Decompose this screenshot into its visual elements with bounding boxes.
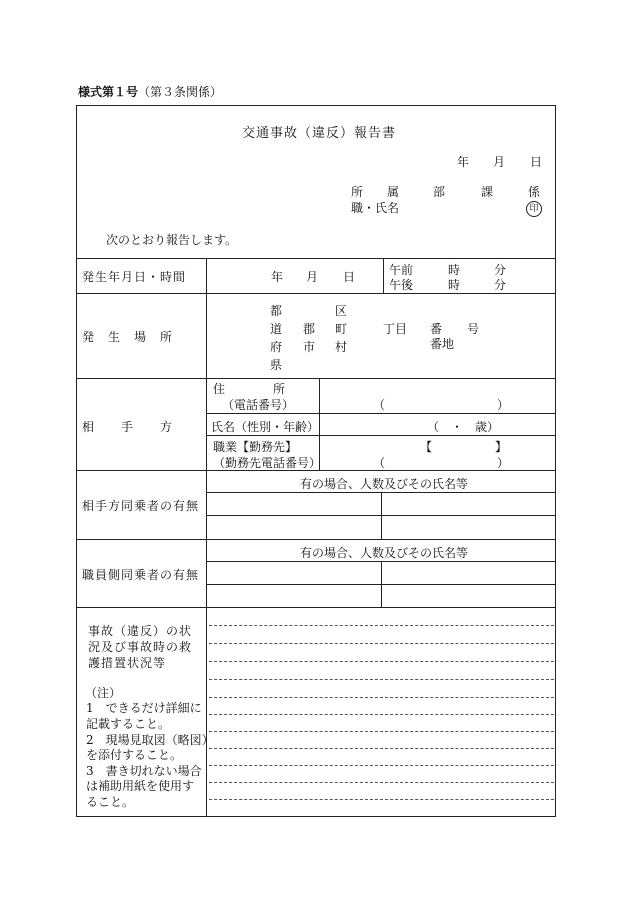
staff-passengers-header: 有の場合、人数及びその氏名等 <box>300 546 469 560</box>
situation-label-1: 事故（違反）の状 <box>88 624 193 638</box>
job-bracket-open[interactable]: 【 <box>420 440 433 454</box>
gender-age-field[interactable]: （ ・ 歳） <box>427 420 500 434</box>
dept-label: 部 <box>433 185 446 199</box>
rule-staffpass-top <box>76 539 556 540</box>
job-bracket-close[interactable]: 】 <box>495 440 508 454</box>
note-line-7: ること。 <box>86 795 135 809</box>
report-title: 交通事故（違反）報告書 <box>242 126 397 141</box>
rule-time-top <box>76 258 556 259</box>
otherpass-divider <box>381 492 382 539</box>
staffpass-divider <box>381 561 382 607</box>
rule-situation-top <box>76 607 556 608</box>
place-label: 発 生 場 所 <box>82 330 174 344</box>
work-phone-paren-open[interactable]: （ <box>373 456 386 470</box>
name-gender-age-label: 氏名（性別・年齢） <box>211 420 320 434</box>
other-passengers-header: 有の場合、人数及びその氏名等 <box>300 477 469 491</box>
date-month[interactable]: 月 <box>493 155 506 169</box>
affiliation-label: 所 属 <box>351 185 400 199</box>
phone-paren-open[interactable]: （ <box>373 398 386 412</box>
note-head: （注） <box>85 686 122 700</box>
place-chome: 丁目 <box>383 322 408 336</box>
phone-label: （電話番号） <box>222 398 295 412</box>
seal-mark <box>526 200 542 217</box>
writing-line[interactable] <box>209 765 554 766</box>
time-divider <box>383 258 384 293</box>
situation-label-3: 護措置状況等 <box>88 656 167 670</box>
writing-line[interactable] <box>209 697 554 698</box>
occ-hour-am[interactable]: 時 <box>448 263 461 277</box>
intro-text: 次のとおり報告します。 <box>106 233 238 247</box>
address-label: 住 所 <box>213 382 286 396</box>
name-label: 職・氏名 <box>351 201 400 215</box>
note-line-5: 3 書き切れない場合 <box>86 764 202 778</box>
occ-min-pm[interactable]: 分 <box>494 278 507 292</box>
other-party-label: 相 手 方 <box>82 420 174 434</box>
place-mura: 村 <box>335 340 348 354</box>
writing-line[interactable] <box>209 625 554 626</box>
date-year[interactable]: 年 <box>457 155 470 169</box>
section-label: 課 <box>481 185 494 199</box>
pref-ken: 県 <box>270 358 283 372</box>
note-line-1: 1 できるだけ詳細に <box>86 701 202 715</box>
writing-line[interactable] <box>209 661 554 662</box>
rule-party-1 <box>206 413 556 414</box>
unit-label: 係 <box>528 185 541 199</box>
writing-line[interactable] <box>209 679 554 680</box>
occ-hour-pm[interactable]: 時 <box>448 278 461 292</box>
occ-day[interactable]: 日 <box>343 270 356 284</box>
seal-icon: 印 <box>526 201 542 217</box>
place-machi: 町 <box>335 322 348 336</box>
situation-label-2: 況及び事故時の救 <box>88 640 193 654</box>
rule-place-top <box>76 293 556 294</box>
occ-am[interactable]: 午前 <box>389 263 414 277</box>
pref-to: 都 <box>270 304 283 318</box>
rule-party-2 <box>206 435 556 436</box>
date-day[interactable]: 日 <box>530 155 543 169</box>
writing-line[interactable] <box>209 748 554 749</box>
writing-line[interactable] <box>209 731 554 732</box>
work-phone-label: （勤務先電話番号） <box>213 456 322 470</box>
note-line-4: を添付すること。 <box>86 748 183 762</box>
place-shi: 市 <box>303 340 316 354</box>
work-phone-paren-close[interactable]: ） <box>497 456 510 470</box>
other-passengers-label: 相手方同乗者の有無 <box>82 499 200 513</box>
place-banchi: 番地 <box>430 337 455 351</box>
form-relation: （第３条関係） <box>138 85 223 99</box>
note-line-6: は補助用紙を使用す <box>86 779 195 793</box>
note-line-2: 記載すること。 <box>86 717 171 731</box>
pref-do: 道 <box>270 322 283 336</box>
occ-year[interactable]: 年 <box>271 270 284 284</box>
occ-month[interactable]: 月 <box>306 270 319 284</box>
note-line-3: 2 現場見取図（略図） <box>86 733 214 747</box>
form-number-label: 様式第１号 <box>78 85 139 99</box>
occ-pm[interactable]: 午後 <box>389 278 414 292</box>
place-go: 号 <box>467 322 480 336</box>
phone-paren-close[interactable]: ） <box>497 398 510 412</box>
place-gun: 郡 <box>303 322 316 336</box>
pref-fu: 府 <box>270 340 283 354</box>
writing-line[interactable] <box>209 799 554 800</box>
place-ku: 区 <box>335 304 348 318</box>
rule-party-top <box>76 378 556 379</box>
place-ban: 番 <box>430 322 443 336</box>
writing-line[interactable] <box>209 643 554 644</box>
staff-passengers-label: 職員側同乗者の有無 <box>82 568 200 582</box>
form-number <box>78 83 222 100</box>
writing-line[interactable] <box>209 714 554 715</box>
writing-line[interactable] <box>209 782 554 783</box>
job-label: 職業【勤務先】 <box>213 440 298 454</box>
occ-min-am[interactable]: 分 <box>494 263 507 277</box>
occurrence-time-label: 発生年月日・時間 <box>82 270 187 284</box>
